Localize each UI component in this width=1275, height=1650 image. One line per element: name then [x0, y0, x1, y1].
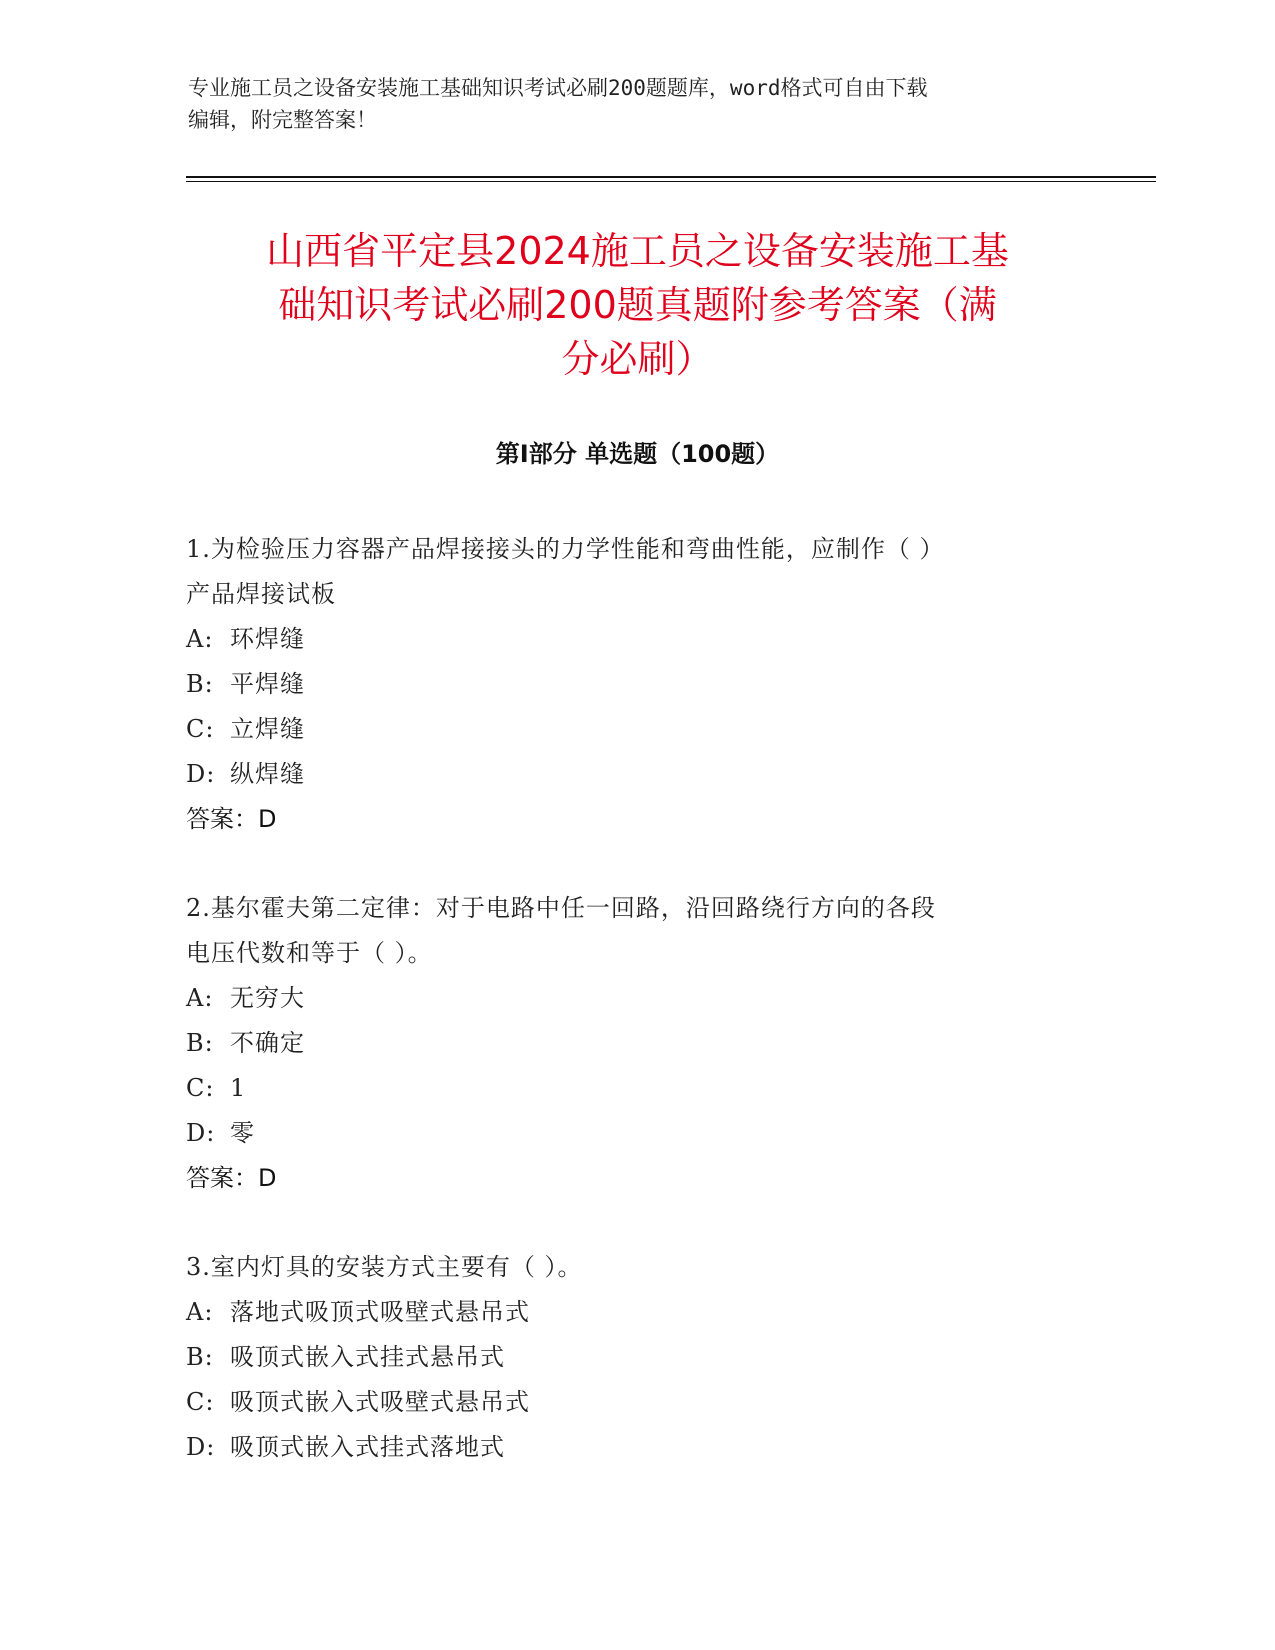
option-a [186, 976, 1056, 1021]
option-label: A: [186, 984, 214, 1012]
option-c [186, 707, 1056, 752]
option-text: 吸顶式嵌入式挂式悬吊式 [230, 1343, 505, 1371]
option-label: D: [186, 1119, 216, 1147]
question-stem-line1: 3.室内灯具的安装方式主要有（ ）。 [186, 1253, 583, 1281]
option-text: 吸顶式嵌入式挂式落地式 [230, 1433, 505, 1461]
header-divider-thin [186, 181, 1156, 182]
question-2 [186, 886, 1056, 1201]
section-heading: 第Ⅰ部分 单选题（100题） [495, 440, 780, 468]
option-b [186, 1335, 1056, 1380]
option-text: 零 [230, 1119, 255, 1147]
option-label: C: [186, 715, 215, 743]
question-stem-line1: 1.为检验压力容器产品焊接接头的力学性能和弯曲性能，应制作（ ） [186, 535, 945, 563]
option-label: D: [186, 1433, 216, 1461]
option-a [186, 1290, 1056, 1335]
option-label: B: [186, 670, 214, 698]
option-text: 环焊缝 [230, 625, 305, 653]
option-c [186, 1066, 1056, 1111]
title-line1: 山西省平定县2024施工员之设备安装施工基 [266, 229, 1009, 273]
header-note-line1: 专业施工员之设备安装施工基础知识考试必刷200题题库，word格式可自由下载 [188, 76, 928, 100]
option-text: 1 [230, 1074, 247, 1102]
question-3 [186, 1245, 1056, 1470]
option-label: C: [186, 1388, 215, 1416]
option-b [186, 662, 1056, 707]
option-label: C: [186, 1074, 215, 1102]
option-label: A: [186, 1298, 214, 1326]
option-text: 无穷大 [230, 984, 305, 1012]
option-text: 立焊缝 [230, 715, 305, 743]
option-c [186, 1380, 1056, 1425]
title-line3: 分必刷） [561, 337, 714, 381]
option-b [186, 1021, 1056, 1066]
option-d [186, 1111, 1056, 1156]
answer: 答案：D [186, 1164, 277, 1192]
question-1 [186, 527, 1056, 842]
title-line2: 础知识考试必刷200题真题附参考答案（满 [278, 283, 997, 327]
answer: 答案：D [186, 805, 277, 833]
option-label: B: [186, 1029, 214, 1057]
question-list [186, 527, 1056, 1514]
header-note [188, 72, 1088, 136]
header-note-line2: 编辑，附完整答案！ [188, 108, 377, 132]
option-text: 平焊缝 [230, 670, 305, 698]
option-d [186, 1425, 1056, 1470]
option-text: 纵焊缝 [230, 760, 305, 788]
option-text: 吸顶式嵌入式吸壁式悬吊式 [230, 1388, 530, 1416]
option-label: B: [186, 1343, 214, 1371]
document-title [150, 224, 1125, 386]
question-stem-line1: 2.基尔霍夫第二定律：对于电路中任一回路，沿回路绕行方向的各段 [186, 894, 936, 922]
option-label: A: [186, 625, 214, 653]
option-label: D: [186, 760, 216, 788]
option-text: 不确定 [230, 1029, 305, 1057]
question-stem-line2: 产品焊接试板 [186, 580, 336, 608]
option-a [186, 617, 1056, 662]
header-divider-thick [186, 176, 1156, 178]
option-text: 落地式吸顶式吸壁式悬吊式 [230, 1298, 530, 1326]
option-d [186, 752, 1056, 797]
question-stem-line2: 电压代数和等于（ ）。 [186, 939, 433, 967]
